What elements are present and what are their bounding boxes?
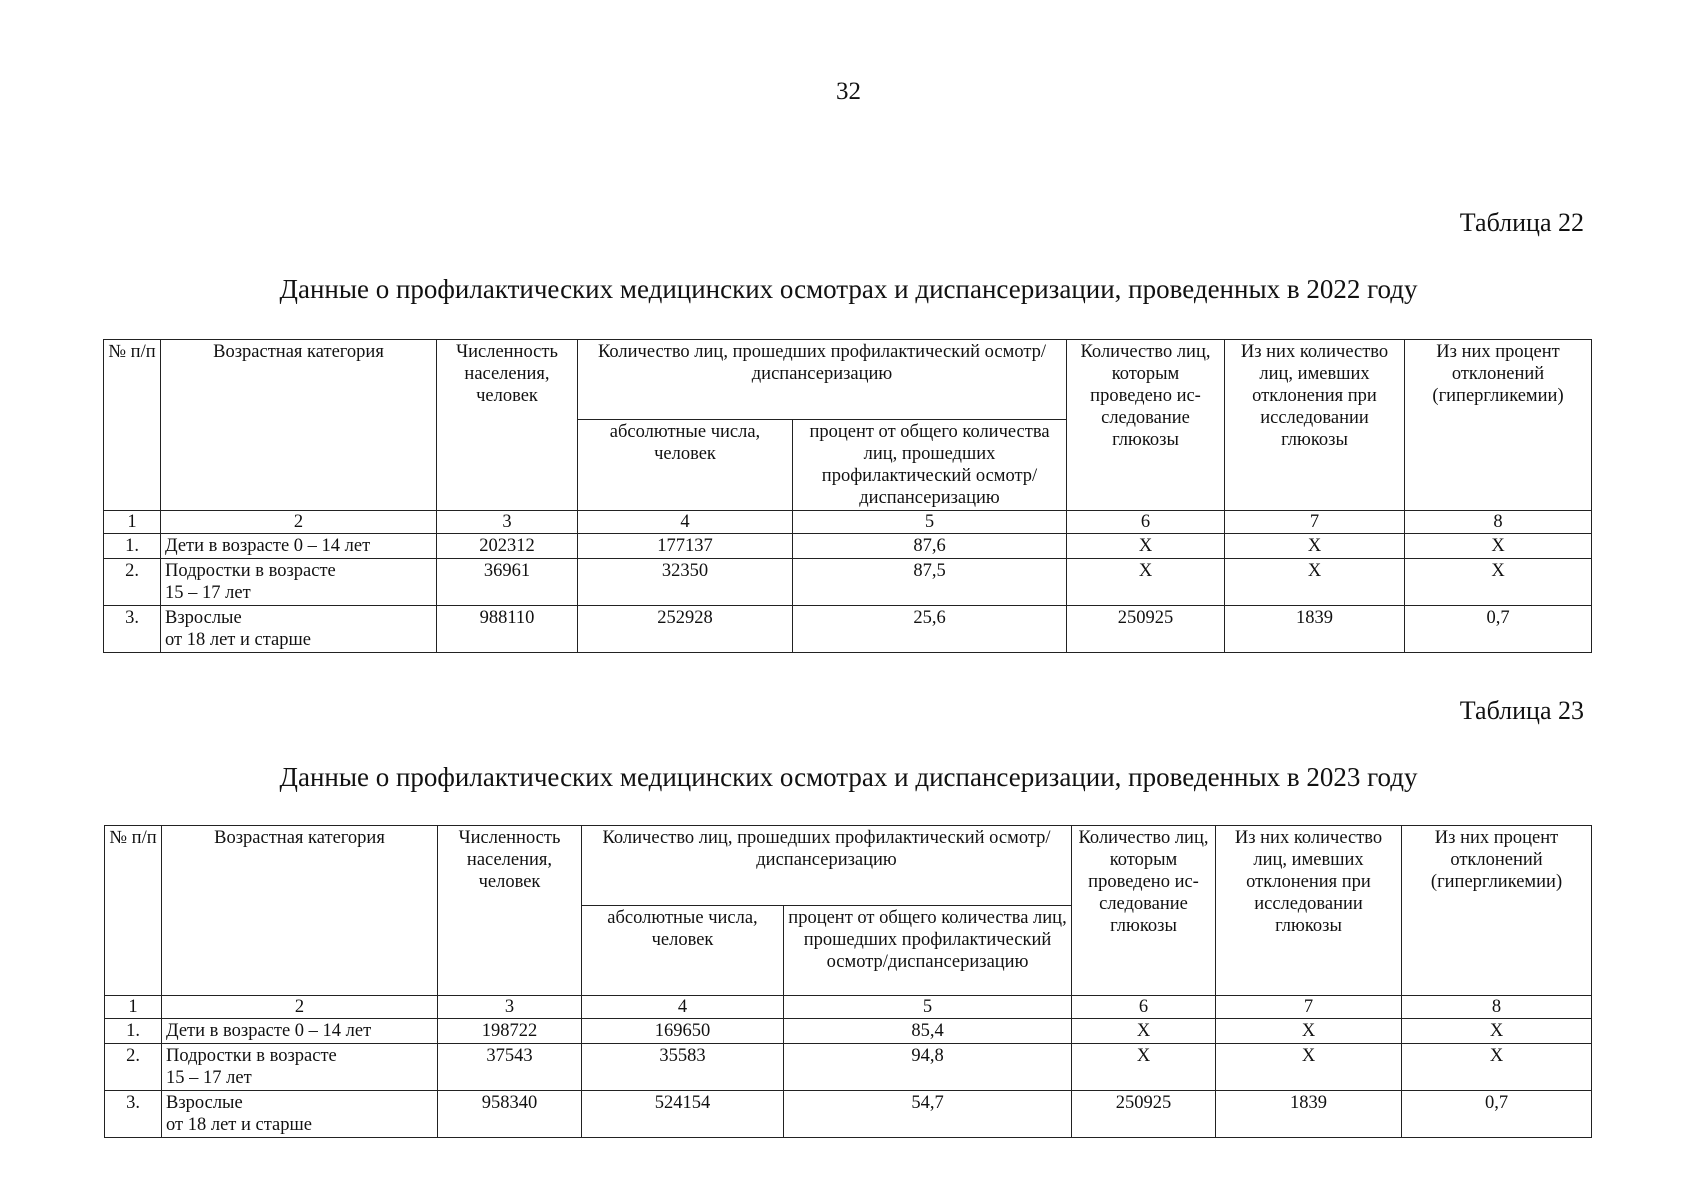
cell-pct: 54,7	[784, 1091, 1072, 1138]
cell-num: 3.	[104, 606, 161, 653]
cell-glucose: Х	[1072, 1044, 1216, 1091]
col-number: 8	[1405, 511, 1592, 534]
col-number: 2	[161, 511, 437, 534]
cell-deviation-pct: Х	[1405, 534, 1592, 559]
cell-abs: 524154	[582, 1091, 784, 1138]
table-row	[104, 534, 1592, 559]
cell-pct: 94,8	[784, 1044, 1072, 1091]
column-numbers-row	[104, 511, 1592, 534]
cell-pct: 87,5	[793, 559, 1067, 606]
header-population: Численность населения, человек	[437, 340, 578, 511]
cell-deviations: Х	[1225, 559, 1405, 606]
cell-deviations: Х	[1225, 534, 1405, 559]
col-number: 1	[105, 996, 162, 1019]
table-23-caption: Таблица 23	[1459, 696, 1584, 725]
table-row	[105, 1091, 1592, 1138]
cell-glucose: 250925	[1072, 1091, 1216, 1138]
table-23-title: Данные о профилактических медицинских осмотрах и диспансеризации, проведенных в 2023 году	[279, 762, 1418, 792]
cell-pct: 85,4	[784, 1019, 1072, 1044]
header-abs: абсолютные числа, человек	[582, 906, 784, 996]
cell-abs: 177137	[578, 534, 793, 559]
cell-age: Дети в возрасте 0 – 14 лет	[162, 1019, 438, 1044]
header-pct: процент от общего количества лиц, прошедших профилактический осмотр/диспансеризацию	[793, 420, 1067, 511]
table-22	[103, 339, 1592, 653]
header-deviation-pct: Из них процент отклонений (гипергликемии)	[1405, 340, 1592, 511]
col-number: 7	[1225, 511, 1405, 534]
cell-population: 958340	[438, 1091, 582, 1138]
cell-deviation-pct: Х	[1402, 1019, 1592, 1044]
header-glucose: Количество лиц, которым проведено ис-следование глюкозы	[1072, 826, 1216, 996]
cell-age-line1: Взрослые	[166, 1093, 243, 1113]
cell-num: 1.	[105, 1019, 162, 1044]
cell-population: 36961	[437, 559, 578, 606]
cell-age-line1: Взрослые	[165, 608, 242, 628]
col-number: 7	[1216, 996, 1402, 1019]
cell-age-line2: 15 – 17 лет	[165, 583, 251, 603]
cell-age: Дети в возрасте 0 – 14 лет	[161, 534, 437, 559]
header-num: № п/п	[105, 826, 162, 996]
cell-age	[161, 606, 437, 653]
table-row	[105, 1019, 1592, 1044]
table-22-caption: Таблица 22	[1459, 208, 1584, 237]
col-number: 4	[582, 996, 784, 1019]
col-number: 4	[578, 511, 793, 534]
header-age: Возрастная категория	[161, 340, 437, 511]
col-number: 3	[437, 511, 578, 534]
cell-num: 2.	[105, 1044, 162, 1091]
cell-age-line2: от 18 лет и старше	[166, 1115, 312, 1135]
header-pct: процент от общего количества лиц, прошедших профилактический осмотр/диспансеризацию	[784, 906, 1072, 996]
col-number: 6	[1072, 996, 1216, 1019]
cell-glucose: Х	[1067, 534, 1225, 559]
cell-age-line1: Подростки в возрасте	[166, 1046, 337, 1066]
col-number: 6	[1067, 511, 1225, 534]
cell-deviation-pct: Х	[1405, 559, 1592, 606]
table-row	[104, 559, 1592, 606]
cell-age-line1: Подростки в возрасте	[165, 561, 336, 581]
col-number: 2	[162, 996, 438, 1019]
cell-abs: 32350	[578, 559, 793, 606]
header-passed-group: Количество лиц, прошедших профилактический осмотр/диспансеризацию	[578, 340, 1067, 420]
col-number: 5	[793, 511, 1067, 534]
header-glucose: Количество лиц, которым проведено ис-следование глюкозы	[1067, 340, 1225, 511]
header-num: № п/п	[104, 340, 161, 511]
header-age: Возрастная категория	[162, 826, 438, 996]
cell-abs: 252928	[578, 606, 793, 653]
header-abs: абсолютные числа, человек	[578, 420, 793, 511]
cell-glucose: Х	[1067, 559, 1225, 606]
cell-abs: 169650	[582, 1019, 784, 1044]
cell-age	[162, 1091, 438, 1138]
cell-deviation-pct: 0,7	[1402, 1091, 1592, 1138]
cell-deviations: 1839	[1216, 1091, 1402, 1138]
column-numbers-row	[105, 996, 1592, 1019]
page-number: 32	[836, 78, 861, 105]
table-row	[105, 1044, 1592, 1091]
cell-deviation-pct: Х	[1402, 1044, 1592, 1091]
header-deviations: Из них количество лиц, имевших отклонения при исследовании глюкозы	[1216, 826, 1402, 996]
table-23	[104, 825, 1592, 1138]
cell-num: 3.	[105, 1091, 162, 1138]
cell-age	[162, 1044, 438, 1091]
cell-deviations: Х	[1216, 1019, 1402, 1044]
header-deviation-pct: Из них процент отклонений (гипергликемии)	[1402, 826, 1592, 996]
cell-population: 37543	[438, 1044, 582, 1091]
cell-deviations: Х	[1216, 1044, 1402, 1091]
cell-age-line2: от 18 лет и старше	[165, 630, 311, 650]
cell-age	[161, 559, 437, 606]
cell-num: 1.	[104, 534, 161, 559]
table-row	[104, 606, 1592, 653]
header-deviations: Из них количество лиц, имевших отклонения при исследовании глюкозы	[1225, 340, 1405, 511]
header-passed-group: Количество лиц, прошедших профилактический осмотр/диспансеризацию	[582, 826, 1072, 906]
cell-abs: 35583	[582, 1044, 784, 1091]
cell-deviation-pct: 0,7	[1405, 606, 1592, 653]
col-number: 5	[784, 996, 1072, 1019]
cell-population: 198722	[438, 1019, 582, 1044]
cell-age-line2: 15 – 17 лет	[166, 1068, 252, 1088]
cell-deviations: 1839	[1225, 606, 1405, 653]
cell-pct: 25,6	[793, 606, 1067, 653]
cell-glucose: Х	[1072, 1019, 1216, 1044]
cell-population: 988110	[437, 606, 578, 653]
cell-num: 2.	[104, 559, 161, 606]
col-number: 1	[104, 511, 161, 534]
col-number: 8	[1402, 996, 1592, 1019]
cell-glucose: 250925	[1067, 606, 1225, 653]
header-population: Численность населения, человек	[438, 826, 582, 996]
cell-population: 202312	[437, 534, 578, 559]
col-number: 3	[438, 996, 582, 1019]
table-22-title: Данные о профилактических медицинских осмотрах и диспансеризации, проведенных в 2022 году	[279, 274, 1418, 304]
cell-pct: 87,6	[793, 534, 1067, 559]
